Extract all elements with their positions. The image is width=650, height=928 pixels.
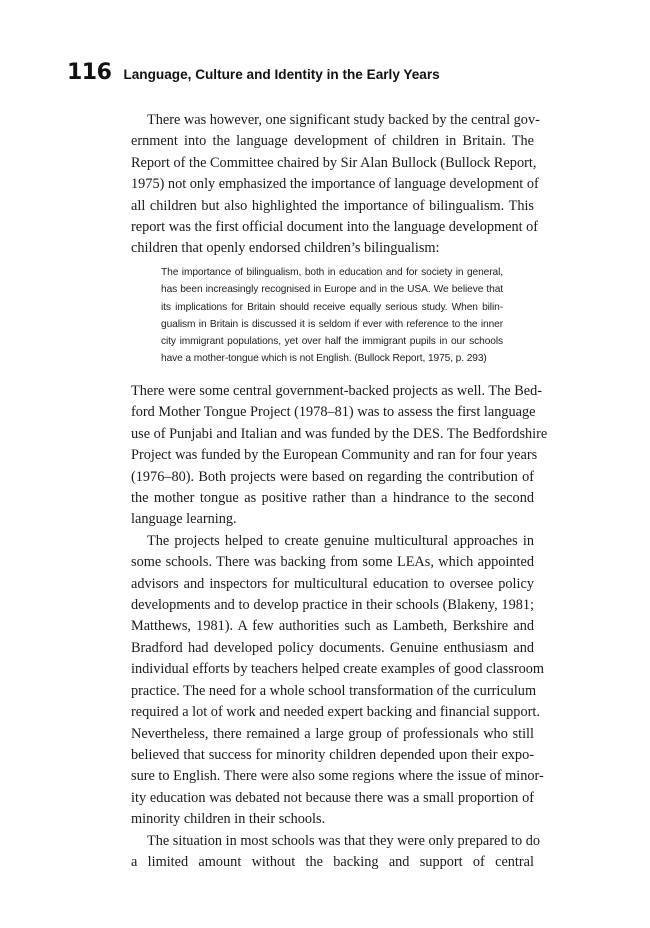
quote-line: its implications for Britain should receive equally serious study. When bilin- bbox=[161, 301, 503, 313]
text-line: Nevertheless, there remained a large group of professionals who still bbox=[131, 725, 534, 742]
quote-line: gualism in Britain is discussed it is seldom if ever with reference to the inner bbox=[161, 318, 503, 330]
text-line: language learning. bbox=[131, 511, 237, 528]
text-line: ernment into the language development of children in Britain. The bbox=[131, 133, 534, 150]
quote-line: has been increasingly recognised in Europe and in the USA. We believe that bbox=[161, 284, 503, 296]
text-line: sure to English. There were also some regions where the issue of minor- bbox=[131, 768, 544, 785]
text-line: There were some central government-backed projects as well. The Bed- bbox=[131, 383, 542, 399]
text-line: The situation in most schools was that they were only prepared to do bbox=[147, 832, 541, 849]
text-line: report was the first official document into the language development of bbox=[131, 219, 539, 236]
text-line: all children but also highlighted the importance of bilingualism. This bbox=[131, 197, 534, 214]
quote-line: have a mother-tongue which is not English. (Bullock Report, 1975, p. 293) bbox=[161, 353, 487, 365]
quote-line: city immigrant populations, yet over half the immigrant pupils in our schools bbox=[161, 336, 503, 348]
quote-line: The importance of bilingualism, both in education and for society in general, bbox=[161, 267, 503, 278]
text-line: Report of the Committee chaired by Sir Alan Bullock (Bullock Report, bbox=[131, 154, 537, 171]
text-line: Bradford had developed policy documents. Genuine enthusiasm and bbox=[131, 639, 534, 656]
text-line: advisors and inspectors for multicultural education to oversee policy bbox=[131, 575, 534, 592]
text-line: believed that success for minority children depended upon their expo- bbox=[131, 746, 534, 763]
text-line: minority children in their schools. bbox=[131, 811, 326, 828]
text-line: the mother tongue as positive rather than a hindrance to the second bbox=[131, 490, 534, 507]
text-line: Matthews, 1981). A few authorities such as Lambeth, Berkshire and bbox=[131, 618, 534, 635]
text-line: required a lot of work and needed expert backing and financial support. bbox=[131, 704, 540, 721]
text-line: use of Punjabi and Italian and was funded by the DES. The Bedfordshire bbox=[131, 425, 548, 442]
text-line: The projects helped to create genuine multicultural approaches in bbox=[147, 532, 534, 549]
text-line: Project was funded by the European Community and ran for four years bbox=[131, 447, 538, 464]
running-title: Language, Culture and Identity in the Early Years bbox=[123, 67, 440, 82]
text-line: practice. The need for a whole school transformation of the curriculum bbox=[131, 682, 537, 699]
text-line: developments and to develop practice in their schools (Blakeny, 1981; bbox=[131, 597, 534, 614]
text-line: ity education was debated not because there was a small proportion of bbox=[131, 789, 534, 806]
text-line: ford Mother Tongue Project (1978–81) was to assess the first language bbox=[131, 404, 536, 421]
text-line: individual efforts by teachers helped create examples of good classroom bbox=[131, 661, 545, 678]
paragraph-bullock-intro bbox=[131, 110, 540, 260]
text-line: (1976–80). Both projects were based on regarding the contribution of bbox=[131, 468, 534, 485]
text-line: There was however, one significant study backed by the central gov- bbox=[147, 112, 540, 128]
running-header bbox=[67, 60, 440, 85]
text-line: a limited amount without the backing and support of central bbox=[131, 853, 534, 870]
block-quote-bullock bbox=[161, 264, 503, 368]
page-number: 116 bbox=[67, 60, 112, 85]
text-line: 1975) not only emphasized the importance of language development of bbox=[131, 176, 539, 193]
text-line: children that openly endorsed children’s bilingualism: bbox=[131, 240, 440, 257]
text-line: some schools. There was backing from some LEAs, which appointed bbox=[131, 554, 534, 571]
paragraph-projects bbox=[131, 381, 548, 873]
